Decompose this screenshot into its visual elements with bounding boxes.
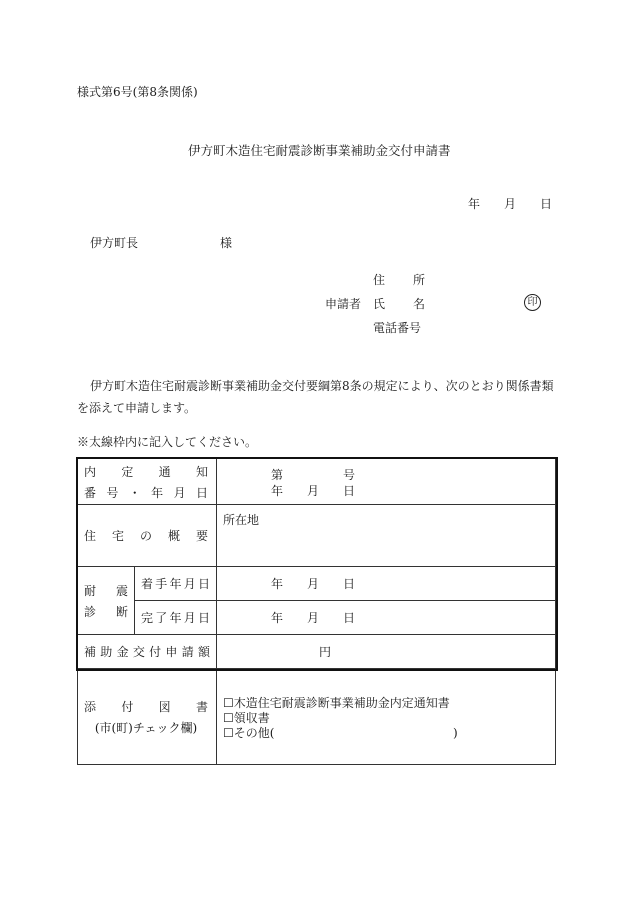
- seal-mark: 印: [524, 294, 541, 311]
- start-date-label: 着 手 年 月 日: [141, 577, 210, 591]
- diagnosis-group-bottom: 診 断: [84, 604, 128, 619]
- addressee-honorific: 様: [220, 236, 233, 250]
- table-row: [78, 567, 556, 601]
- notice-go: 号: [343, 468, 356, 482]
- body-text-line-1: 伊方町木造住宅耐震診断事業補助金交付要綱第8条の規定により、次のとおり関係書類: [90, 379, 554, 393]
- date-year: 年: [468, 197, 481, 211]
- house-overview-value-cell[interactable]: [217, 505, 556, 567]
- start-date-label-cell: [135, 567, 217, 601]
- table-row: [78, 635, 556, 669]
- form-number: 様式第6号(第8条関係): [77, 85, 198, 99]
- table-row: [78, 669, 556, 765]
- attachment-item-receipt[interactable]: ☐領収書: [223, 711, 270, 725]
- applicant-phone-label: 電話番号: [373, 321, 422, 335]
- notice-dai: 第: [271, 468, 284, 482]
- end-month: 月: [307, 611, 320, 625]
- end-date-label: 完 了 年 月 日: [141, 611, 210, 625]
- diagnosis-group-top: 耐 震: [84, 583, 128, 598]
- start-year: 年: [271, 577, 284, 591]
- diagnosis-group-cell: [78, 567, 135, 635]
- house-overview-label-cell: [78, 505, 217, 567]
- amount-label: 補 助 金 交 付 申 請 額: [84, 645, 210, 659]
- instruction-note: ※太線枠内に記入してください。: [77, 435, 258, 449]
- house-overview-label: 住 宅 の 概 要: [84, 529, 208, 543]
- table-row: [78, 601, 556, 635]
- attachments-label-top: 添 付 図 書: [84, 699, 208, 714]
- start-date-value-cell[interactable]: [217, 567, 556, 601]
- notice-label-top: 内 定 通 知: [84, 464, 208, 479]
- start-month: 月: [307, 577, 320, 591]
- table-row: [78, 459, 556, 505]
- location-label: 所在地: [223, 513, 260, 527]
- attachment-item-notice[interactable]: ☐木造住宅耐震診断事業補助金内定通知書: [223, 696, 450, 710]
- end-year: 年: [271, 611, 284, 625]
- notice-value-cell[interactable]: [217, 459, 556, 505]
- notice-label-cell: [78, 459, 217, 505]
- end-date-value-cell[interactable]: [217, 601, 556, 635]
- notice-day: 日: [343, 484, 356, 498]
- applicant-label: 申請者: [325, 297, 362, 311]
- document-title: 伊方町木造住宅耐震診断事業補助金交付申請書: [188, 143, 451, 158]
- date-day: 日: [540, 197, 553, 211]
- attachment-other-close: ): [453, 726, 458, 740]
- start-day: 日: [343, 577, 356, 591]
- notice-month: 月: [307, 484, 320, 498]
- applicant-name-label: 氏 名: [373, 297, 434, 311]
- end-day: 日: [343, 611, 356, 625]
- notice-label-bottom: 番 号 ・ 年 月 日: [84, 485, 208, 500]
- attachments-label-bottom: (市(町)チェック欄): [94, 720, 198, 735]
- notice-year: 年: [271, 484, 284, 498]
- attachments-label-cell: [78, 669, 217, 765]
- attachments-list-cell: [217, 669, 556, 765]
- applicant-address-label: 住 所: [373, 273, 434, 287]
- table-row: [78, 505, 556, 567]
- body-text-line-2: を添えて申請します。: [77, 401, 197, 415]
- yen-unit: 円: [319, 645, 332, 659]
- attachment-item-other[interactable]: ☐その他(: [223, 726, 275, 740]
- date-month: 月: [504, 197, 517, 211]
- application-form-table: [77, 458, 556, 765]
- addressee-name: 伊方町長: [90, 236, 139, 250]
- amount-label-cell: [78, 635, 217, 669]
- end-date-label-cell: [135, 601, 217, 635]
- amount-value-cell[interactable]: [217, 635, 556, 669]
